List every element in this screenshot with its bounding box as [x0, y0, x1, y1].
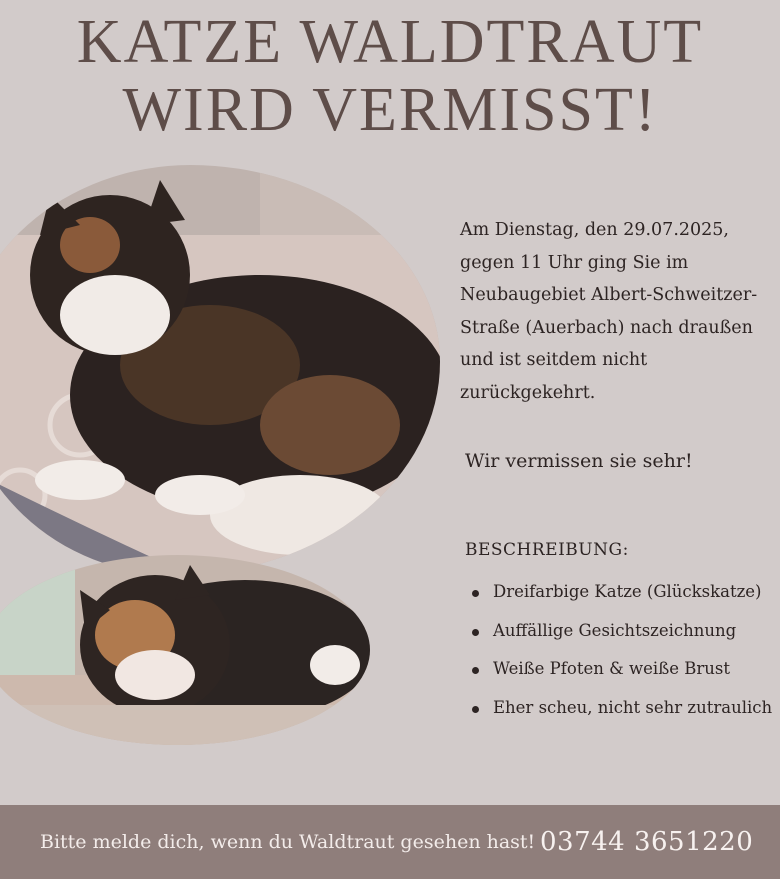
- poster-title: [0, 8, 780, 144]
- list-item-text: Auffällige Gesichtszeichnung: [493, 620, 737, 640]
- list-item: [470, 659, 772, 698]
- cat-photo-lying: [0, 165, 440, 575]
- list-item: [470, 698, 772, 737]
- bullet-icon: [472, 667, 479, 674]
- bullet-icon: [472, 629, 479, 636]
- footer-bar: [0, 805, 780, 879]
- phone-number: 03744 3651220: [540, 827, 754, 857]
- footer-message: Bitte melde dich, wenn du Waldtraut gesehen hast!: [40, 831, 536, 853]
- intro-paragraph: Am Dienstag, den 29.07.2025, gegen 11 Uhr ging Sie im Neubaugebiet Albert-Schweitzer-Straße (Auerbach) nach draußen und ist seitdem nicht zurückgekehrt.: [460, 220, 758, 403]
- list-item: [470, 621, 772, 660]
- miss-statement: Wir vermissen sie sehr!: [465, 450, 693, 472]
- list-item-text: Dreifarbige Katze (Glückskatze): [493, 582, 762, 601]
- description-heading: BESCHREIBUNG:: [465, 540, 629, 560]
- cat-photo-face: [0, 555, 370, 745]
- bullet-icon: [472, 706, 479, 713]
- bullet-icon: [472, 590, 479, 597]
- title-line-1: KATZE WALDTRAUT: [76, 8, 704, 76]
- title-line-2: WIRD VERMISST!: [122, 76, 658, 144]
- list-item-text: Eher scheu, nicht sehr zutraulich: [493, 697, 773, 717]
- list-item: [470, 582, 772, 621]
- description-list: [470, 582, 772, 736]
- list-item-text: Weiße Pfoten & weiße Brust: [493, 659, 730, 678]
